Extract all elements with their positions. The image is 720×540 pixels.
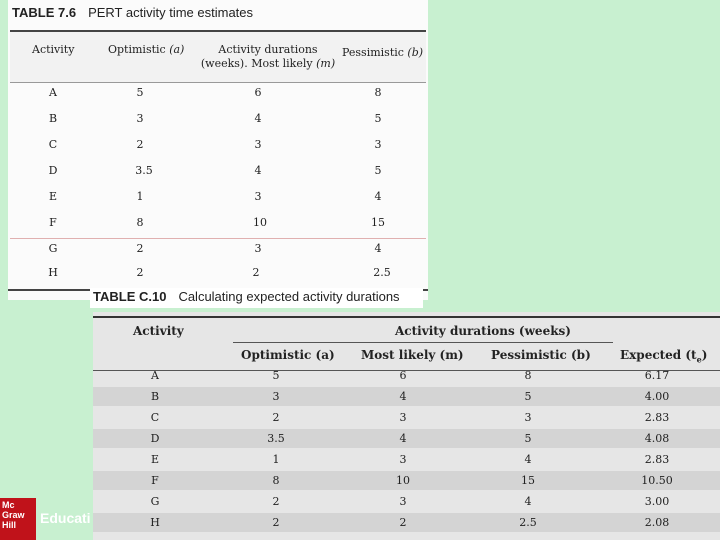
cell-activity: H [150, 516, 160, 529]
table-7-6-label: TABLE 7.6 [12, 5, 77, 20]
cell-expected: 2.08 [644, 516, 670, 529]
cell-activity: B [150, 390, 160, 403]
cell-most-likely: 2 [252, 266, 260, 279]
cell-pessimistic: 15 [521, 474, 535, 487]
header-durations-line1: Activity durations [218, 43, 318, 56]
header-expected-label: Expected (t [620, 348, 697, 362]
cell-optimistic: 2 [136, 242, 144, 255]
header-optimistic [108, 43, 184, 57]
cell-expected: 2.83 [644, 411, 670, 424]
cell-most-likely: 3 [399, 495, 407, 508]
cell-expected: 4.00 [644, 390, 670, 403]
cell-most-likely: 6 [399, 369, 407, 382]
cell-optimistic: 8 [272, 474, 280, 487]
cell-pessimistic: 5 [374, 164, 382, 177]
table-row [93, 471, 720, 490]
cell-pessimistic: 5 [374, 112, 382, 125]
row-divider [10, 238, 426, 239]
header-pessimistic [342, 46, 423, 60]
header-optimistic-symbol: (a) [169, 43, 185, 56]
header-pessimistic-symbol: (b) [407, 46, 424, 59]
group-rule [233, 342, 613, 343]
table-c10-caption [90, 288, 423, 308]
cell-most-likely: 4 [399, 432, 407, 445]
mcgraw-hill-logo [0, 498, 36, 540]
header-activity: Activity [32, 43, 75, 56]
expected-durations-table-c10 [93, 312, 720, 540]
cell-optimistic: 8 [136, 216, 144, 229]
cell-optimistic: 2 [136, 138, 144, 151]
table-row [8, 112, 428, 138]
cell-pessimistic: 3 [524, 411, 532, 424]
cell-activity: C [150, 411, 160, 424]
cell-pessimistic: 3 [374, 138, 382, 151]
cell-most-likely: 4 [399, 390, 407, 403]
header-expected [620, 348, 707, 364]
cell-optimistic: 3 [136, 112, 144, 125]
table-row [8, 242, 428, 268]
header-pessimistic-label: Pessimistic [342, 46, 404, 59]
cell-activity: A [151, 369, 159, 382]
table-row [93, 387, 720, 406]
cell-pessimistic: 2.5 [519, 516, 537, 529]
header-durations-group: Activity durations (weeks) [395, 324, 571, 338]
cell-pessimistic: 4 [524, 495, 532, 508]
table-c10-label: TABLE C.10 [93, 289, 167, 304]
table-row [93, 408, 720, 427]
cell-optimistic: 2 [272, 495, 280, 508]
cell-expected: 10.50 [641, 474, 673, 487]
table-row [8, 138, 428, 164]
cell-activity: F [151, 474, 159, 487]
cell-most-likely: 3 [254, 138, 262, 151]
table-top-rule [93, 316, 720, 318]
table-row [93, 492, 720, 511]
cell-pessimistic: 4 [524, 453, 532, 466]
cell-activity: D [48, 164, 58, 177]
cell-pessimistic: 4 [374, 190, 382, 203]
header-durations [198, 43, 338, 71]
cell-most-likely: 3 [254, 190, 262, 203]
cell-optimistic: 5 [272, 369, 280, 382]
header-durations-line2: (weeks). Most likely [200, 57, 313, 70]
table-7-6-caption [12, 5, 253, 20]
cell-expected: 3.00 [644, 495, 670, 508]
cell-pessimistic: 15 [371, 216, 385, 229]
cell-activity: F [49, 216, 57, 229]
cell-activity: B [48, 112, 58, 125]
cell-most-likely: 3 [254, 242, 262, 255]
table-row [93, 366, 720, 385]
cell-optimistic: 2 [272, 516, 280, 529]
header-activity: Activity [133, 324, 184, 338]
cell-most-likely: 3 [399, 411, 407, 424]
table-row [93, 429, 720, 448]
table-row [8, 190, 428, 216]
header-optimistic-label: Optimistic [108, 43, 166, 56]
cell-most-likely: 10 [253, 216, 267, 229]
header-most-likely-symbol: (m) [316, 57, 336, 70]
table-row [93, 513, 720, 532]
header-optimistic: Optimistic (a) [241, 348, 335, 362]
cell-pessimistic: 5 [524, 432, 532, 445]
cell-pessimistic: 5 [524, 390, 532, 403]
cell-most-likely: 4 [254, 112, 262, 125]
cell-activity: C [48, 138, 58, 151]
header-pessimistic: Pessimistic (b) [491, 348, 591, 362]
cell-expected: 4.08 [644, 432, 670, 445]
cell-expected: 2.83 [644, 453, 670, 466]
cell-pessimistic: 8 [374, 86, 382, 99]
table-c10-title: Calculating expected activity durations [178, 289, 400, 304]
header-most-likely: Most likely (m) [361, 348, 464, 362]
cell-optimistic: 3 [272, 390, 280, 403]
table-row [93, 450, 720, 469]
table-7-6-title: PERT activity time estimates [88, 5, 254, 20]
table-7-6-header [10, 30, 426, 83]
cell-most-likely: 4 [254, 164, 262, 177]
logo-line-2: Graw [2, 510, 25, 520]
cell-activity: H [48, 266, 58, 279]
cell-optimistic: 3.5 [135, 164, 153, 177]
logo-line-1: Mc [2, 500, 15, 510]
cell-activity: D [150, 432, 160, 445]
cell-most-likely: 10 [396, 474, 410, 487]
cell-expected: 6.17 [644, 369, 670, 382]
cell-activity: G [48, 242, 58, 255]
cell-optimistic: 2 [136, 266, 144, 279]
pert-table-7-6 [8, 0, 428, 300]
cell-activity: E [150, 453, 160, 466]
cell-most-likely: 2 [399, 516, 407, 529]
cell-optimistic: 5 [136, 86, 144, 99]
table-row [8, 164, 428, 190]
cell-most-likely: 6 [254, 86, 262, 99]
cell-pessimistic: 8 [524, 369, 532, 382]
cell-pessimistic: 4 [374, 242, 382, 255]
cell-optimistic: 1 [136, 190, 144, 203]
cell-optimistic: 2 [272, 411, 280, 424]
cell-most-likely: 3 [399, 453, 407, 466]
cell-optimistic: 3.5 [267, 432, 285, 445]
cell-optimistic: 1 [272, 453, 280, 466]
cell-activity: E [48, 190, 58, 203]
cell-activity: G [150, 495, 160, 508]
header-expected-subscript: e [696, 354, 702, 365]
logo-line-3: Hill [2, 520, 17, 530]
education-wordmark: Educati [40, 510, 91, 526]
cell-pessimistic: 2.5 [373, 266, 391, 279]
table-row [8, 86, 428, 112]
cell-activity: A [49, 86, 57, 99]
header-expected-close: ) [701, 348, 708, 362]
